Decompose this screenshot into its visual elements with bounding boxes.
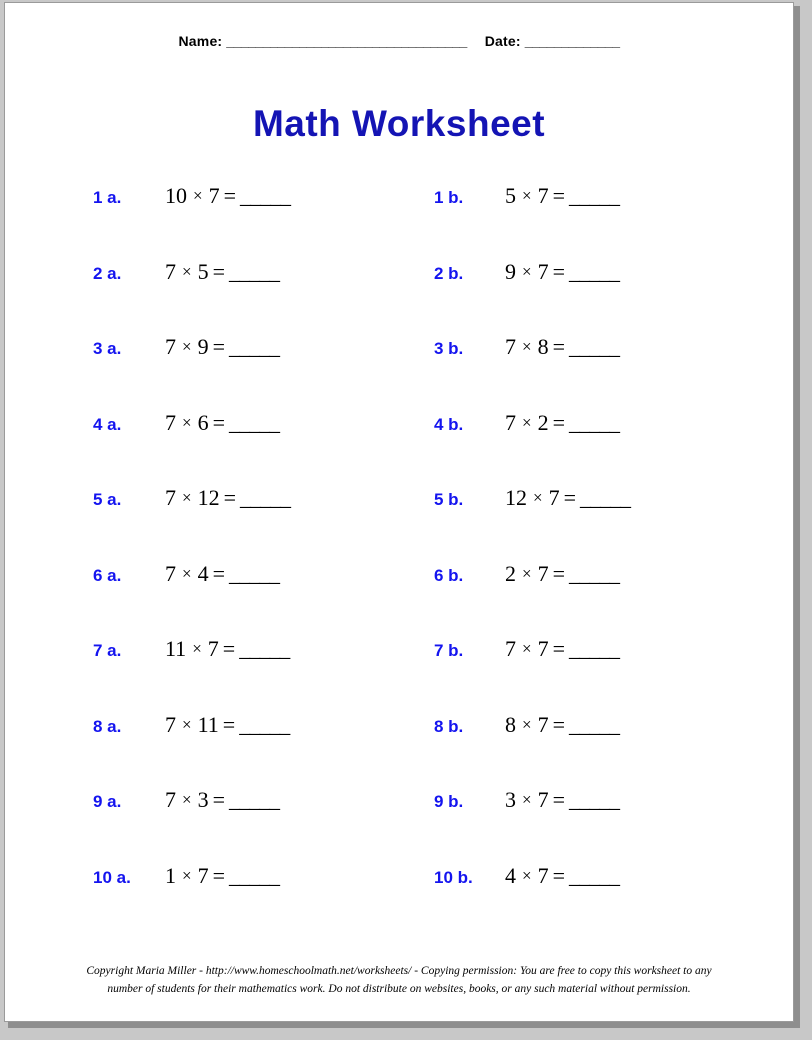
answer-blank[interactable]: _____ xyxy=(569,409,620,435)
equals-sign: = xyxy=(552,787,566,812)
operand-right: 7 xyxy=(537,711,549,737)
problem-expression xyxy=(505,259,619,285)
operand-right: 4 xyxy=(197,560,209,586)
operand-left: 12 xyxy=(505,485,527,510)
answer-blank[interactable]: _____ xyxy=(569,711,620,737)
problem-number: 7 b. xyxy=(434,641,464,660)
problem-number: 1 a. xyxy=(93,188,122,207)
problem-number: 3 a. xyxy=(93,339,122,358)
equals-sign: = xyxy=(212,787,226,812)
multiply-sign: × xyxy=(192,639,202,658)
problem-row xyxy=(5,553,793,629)
multiply-sign: × xyxy=(522,261,532,281)
problem-expression xyxy=(505,712,619,738)
equals-sign: = xyxy=(552,334,566,359)
problem-2a xyxy=(83,251,413,327)
operand-right: 2 xyxy=(537,409,549,435)
answer-blank[interactable]: _____ xyxy=(240,485,291,510)
problem-number: 1 b. xyxy=(434,188,464,207)
equals-sign: = xyxy=(212,258,226,284)
problem-5a xyxy=(83,477,413,553)
problem-number: 5 b. xyxy=(434,490,464,509)
problem-expression xyxy=(505,636,619,662)
answer-blank[interactable]: _____ xyxy=(239,636,290,661)
multiply-sign: × xyxy=(522,714,532,734)
answer-blank[interactable]: _____ xyxy=(569,636,620,661)
operand-right: 7 xyxy=(537,183,549,208)
multiply-sign: × xyxy=(182,563,192,583)
multiply-sign: × xyxy=(522,186,532,205)
equals-sign: = xyxy=(212,862,226,888)
answer-blank[interactable]: _____ xyxy=(569,787,620,812)
problem-number: 6 a. xyxy=(93,565,122,585)
equals-sign: = xyxy=(563,485,577,510)
problem-number: 4 a. xyxy=(93,414,122,434)
operand-right: 7 xyxy=(208,183,220,208)
multiply-sign: × xyxy=(182,488,192,507)
problem-5b xyxy=(423,477,753,553)
problem-4a xyxy=(83,402,413,478)
problem-number: 10 b. xyxy=(434,867,473,887)
worksheet-page xyxy=(4,2,794,1022)
equals-sign: = xyxy=(552,636,566,661)
problem-expression xyxy=(165,485,290,511)
multiply-sign: × xyxy=(522,337,532,356)
equals-sign: = xyxy=(212,409,226,435)
problem-number: 9 a. xyxy=(93,792,122,811)
problem-expression xyxy=(165,183,290,209)
operand-left: 7 xyxy=(165,334,176,359)
problem-8a xyxy=(83,704,413,780)
equals-sign: = xyxy=(552,711,566,737)
problem-expression xyxy=(505,410,619,436)
answer-blank[interactable]: _____ xyxy=(240,183,291,208)
answer-blank[interactable]: _____ xyxy=(229,862,280,888)
multiply-sign: × xyxy=(522,563,532,583)
multiply-sign: × xyxy=(522,412,532,432)
problem-row xyxy=(5,477,793,553)
problem-7b xyxy=(423,628,753,704)
problem-list xyxy=(5,175,793,930)
equals-sign: = xyxy=(212,334,226,359)
problem-number: 7 a. xyxy=(93,641,122,660)
equals-sign: = xyxy=(552,258,566,284)
operand-left: 8 xyxy=(505,711,516,737)
copyright-footer xyxy=(65,963,733,999)
problem-expression xyxy=(165,712,289,738)
problem-2b xyxy=(423,251,753,327)
problem-expression xyxy=(505,485,630,511)
multiply-sign: × xyxy=(182,261,192,281)
answer-blank[interactable]: _____ xyxy=(569,862,620,888)
operand-right: 5 xyxy=(197,258,209,284)
problem-expression xyxy=(165,787,279,813)
equals-sign: = xyxy=(552,862,566,888)
equals-sign: = xyxy=(222,636,236,661)
operand-left: 2 xyxy=(505,560,516,586)
problem-row xyxy=(5,628,793,704)
problem-3b xyxy=(423,326,753,402)
problem-row xyxy=(5,175,793,251)
problem-1b xyxy=(423,175,753,251)
problem-4b xyxy=(423,402,753,478)
answer-blank[interactable]: _____ xyxy=(239,711,290,737)
problem-row xyxy=(5,251,793,327)
answer-blank[interactable]: _____ xyxy=(229,409,280,435)
operand-right: 7 xyxy=(537,862,549,888)
operand-left: 5 xyxy=(505,183,516,208)
problem-number: 5 a. xyxy=(93,490,122,509)
name-date-header xyxy=(5,33,793,49)
name-blank: _________________________________ xyxy=(226,33,467,49)
problem-expression xyxy=(165,334,279,360)
problem-7a xyxy=(83,628,413,704)
answer-blank[interactable]: _____ xyxy=(569,258,620,284)
multiply-sign: × xyxy=(522,790,532,809)
problem-9a xyxy=(83,779,413,855)
operand-right: 7 xyxy=(537,258,549,284)
multiply-sign: × xyxy=(193,186,203,205)
problem-number: 6 b. xyxy=(434,565,464,585)
operand-right: 12 xyxy=(197,485,220,510)
problem-expression xyxy=(165,259,279,285)
operand-left: 7 xyxy=(505,409,516,435)
problem-3a xyxy=(83,326,413,402)
copyright-line-2: number of students for their mathematics work. Do not distribute on websites, books, or any such material without permission. xyxy=(107,983,691,996)
operand-right: 3 xyxy=(197,787,209,812)
operand-left: 9 xyxy=(505,258,516,284)
operand-right: 11 xyxy=(197,711,219,737)
equals-sign: = xyxy=(223,485,237,510)
multiply-sign: × xyxy=(182,714,192,734)
problem-number: 4 b. xyxy=(434,414,464,434)
operand-left: 7 xyxy=(165,711,176,737)
multiply-sign: × xyxy=(182,865,192,885)
problem-expression xyxy=(165,636,289,662)
multiply-sign: × xyxy=(182,337,192,356)
problem-6a xyxy=(83,553,413,629)
problem-row xyxy=(5,326,793,402)
multiply-sign: × xyxy=(533,488,543,507)
operand-right: 7 xyxy=(537,787,549,812)
operand-left: 7 xyxy=(165,258,176,284)
problem-expression xyxy=(505,863,619,889)
answer-blank[interactable]: _____ xyxy=(569,183,620,208)
problem-row xyxy=(5,855,793,931)
operand-left: 11 xyxy=(165,636,187,661)
operand-right: 6 xyxy=(197,409,209,435)
answer-blank[interactable]: _____ xyxy=(229,787,280,812)
multiply-sign: × xyxy=(522,639,532,658)
answer-blank[interactable]: _____ xyxy=(569,334,620,359)
date-blank: _____________ xyxy=(524,33,620,49)
problem-8b xyxy=(423,704,753,780)
equals-sign: = xyxy=(223,183,237,208)
operand-left: 7 xyxy=(165,485,176,510)
equals-sign: = xyxy=(552,183,566,208)
multiply-sign: × xyxy=(182,412,192,432)
page-title: Math Worksheet xyxy=(252,103,546,144)
operand-left: 7 xyxy=(165,560,176,586)
operand-left: 3 xyxy=(505,787,516,812)
problem-number: 2 b. xyxy=(434,263,464,283)
problem-9b xyxy=(423,779,753,855)
problem-number: 9 b. xyxy=(434,792,464,811)
operand-left: 7 xyxy=(505,334,516,359)
operand-right: 7 xyxy=(197,862,209,888)
operand-left: 7 xyxy=(165,787,176,812)
answer-blank[interactable]: _____ xyxy=(229,258,280,284)
answer-blank[interactable]: _____ xyxy=(229,334,280,359)
problem-1a xyxy=(83,175,413,251)
date-label: Date: xyxy=(484,33,521,49)
operand-left: 7 xyxy=(165,409,176,435)
problem-row xyxy=(5,402,793,478)
problem-number: 10 a. xyxy=(93,867,131,887)
problem-expression xyxy=(505,183,619,209)
equals-sign: = xyxy=(212,560,226,586)
answer-blank[interactable]: _____ xyxy=(229,560,280,586)
operand-right: 9 xyxy=(197,334,209,359)
operand-right: 8 xyxy=(537,334,549,359)
operand-left: 1 xyxy=(165,862,176,888)
equals-sign: = xyxy=(552,409,566,435)
problem-number: 2 a. xyxy=(93,263,122,283)
problem-expression xyxy=(165,561,279,587)
problem-row xyxy=(5,704,793,780)
operand-right: 7 xyxy=(207,636,219,661)
problem-expression xyxy=(505,787,619,813)
copyright-line-1: Copyright Maria Miller - http://www.homeschoolmath.net/worksheets/ - Copying permission: You are free to copy this worksheet to any xyxy=(86,965,712,978)
problem-number: 8 b. xyxy=(434,716,464,736)
problem-number: 8 a. xyxy=(93,716,122,736)
operand-right: 7 xyxy=(537,636,549,661)
problem-expression xyxy=(505,334,619,360)
operand-left: 10 xyxy=(165,183,187,208)
operand-right: 7 xyxy=(548,485,560,510)
problem-10a xyxy=(83,855,413,931)
equals-sign: = xyxy=(222,711,236,737)
problem-10b xyxy=(423,855,753,931)
problem-6b xyxy=(423,553,753,629)
problem-number: 3 b. xyxy=(434,339,464,358)
problem-expression xyxy=(505,561,619,587)
answer-blank[interactable]: _____ xyxy=(569,560,620,586)
multiply-sign: × xyxy=(182,790,192,809)
problem-row xyxy=(5,779,793,855)
multiply-sign: × xyxy=(522,865,532,885)
answer-blank[interactable]: _____ xyxy=(580,485,631,510)
operand-left: 4 xyxy=(505,862,516,888)
operand-right: 7 xyxy=(537,560,549,586)
equals-sign: = xyxy=(552,560,566,586)
problem-expression xyxy=(165,863,279,889)
operand-left: 7 xyxy=(505,636,516,661)
problem-expression xyxy=(165,410,279,436)
name-label: Name: xyxy=(178,33,223,49)
